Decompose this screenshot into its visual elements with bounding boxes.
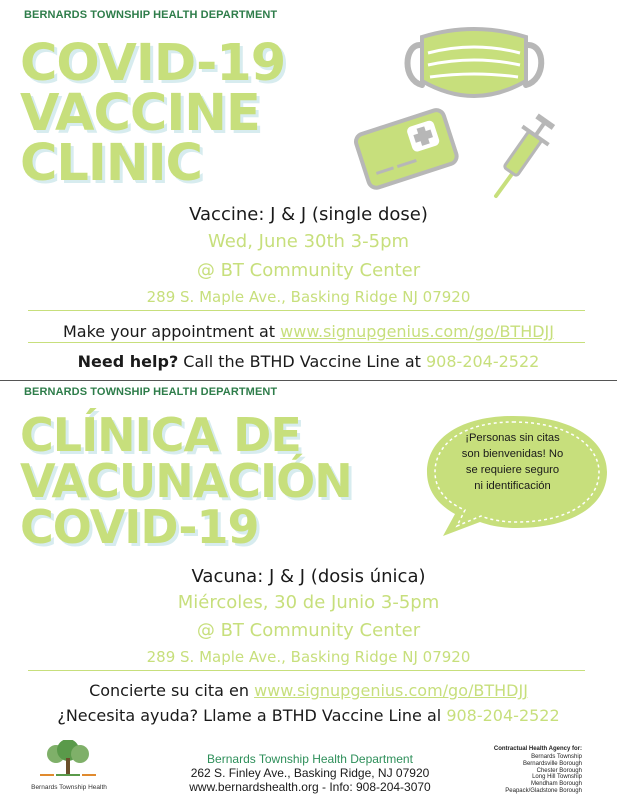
- english-date-line: Wed, June 30th 3-5pm: [207, 231, 410, 252]
- bubble-line-1: ¡Personas sin citas: [465, 432, 560, 444]
- bubble-line-4: ni identificación: [474, 480, 551, 492]
- english-appointment-link[interactable]: www.signupgenius.com/go/BTHDJJ: [280, 322, 554, 341]
- spanish-title-line-1: CLÍNICA DE: [20, 408, 301, 462]
- spanish-help-phone: 908-204-2522: [446, 706, 560, 725]
- spanish-appointment-prefix: Concierte su cita en: [89, 681, 255, 700]
- english-help-text: Call the BTHD Vaccine Line at: [178, 352, 426, 371]
- english-department-label: BERNARDS TOWNSHIP HEALTH DEPARTMENT: [24, 9, 278, 21]
- english-location-line: @ BT Community Center: [196, 260, 421, 281]
- footer-address: 262 S. Finley Ave., Basking Ridge, NJ 07920: [190, 766, 430, 780]
- agency-item: Mendham Borough: [530, 781, 582, 788]
- english-help-phone: 908-204-2522: [426, 352, 540, 371]
- footer-department-name: Bernards Township Health Department: [207, 752, 413, 766]
- agency-title: Contractual Health Agency for:: [493, 746, 582, 752]
- english-title-line-1: COVID-19: [20, 34, 286, 93]
- agency-item: Peapack/Gladstone Borough: [505, 787, 582, 794]
- english-vaccine-line: Vaccine: J & J (single dose): [189, 204, 428, 225]
- agency-item: Bernardsville Borough: [522, 760, 582, 767]
- english-help-bold: Need help?: [77, 352, 179, 371]
- bubble-line-3: se requiere seguro: [465, 464, 560, 476]
- spanish-date-line: Miércoles, 30 de Junio 3-5pm: [177, 592, 440, 613]
- speech-bubble-text: [425, 430, 600, 494]
- spanish-title-line-2: VACUNACIÓN: [20, 454, 352, 508]
- agency-item: Bernards Township: [531, 754, 582, 760]
- vaccination-card-icon: [352, 103, 460, 193]
- english-appointment-prefix: Make your appointment at: [63, 322, 281, 341]
- english-address-line: 289 S. Maple Ave., Basking Ridge NJ 07920: [146, 288, 471, 306]
- spanish-appointment-link[interactable]: www.signupgenius.com/go/BTHDJJ: [254, 681, 528, 700]
- syringe-icon: [488, 108, 560, 200]
- english-title-line-3: CLINIC: [20, 134, 202, 193]
- spanish-title-line-3: COVID-19: [20, 500, 259, 554]
- english-help-line: [0, 352, 617, 371]
- spanish-department-label: BERNARDS TOWNSHIP HEALTH DEPARTMENT: [24, 386, 278, 398]
- agency-item: Long Hill Township: [532, 774, 582, 781]
- english-separator-1: [28, 310, 585, 311]
- spanish-separator-1: [28, 670, 585, 671]
- section-divider: [0, 380, 617, 381]
- footer-contact: www.bernardshealth.org - Info: 908-204-3070: [189, 780, 431, 794]
- spanish-help-line: [0, 706, 617, 725]
- tree-logo-icon: [36, 740, 100, 784]
- spanish-help-text: ¿Necesita ayuda? Llame a BTHD Vaccine Line al: [57, 706, 447, 725]
- spanish-appointment-line: [0, 681, 617, 700]
- english-appointment-line: [0, 322, 617, 341]
- agency-list: [486, 754, 582, 795]
- spanish-location-line: @ BT Community Center: [196, 620, 421, 641]
- bubble-line-2: son bienvenidas! No: [461, 448, 564, 460]
- english-separator-2: [28, 342, 585, 343]
- agency-item: Chester Borough: [536, 767, 582, 774]
- face-mask-icon: [400, 25, 548, 107]
- speech-bubble: [425, 410, 615, 540]
- spanish-vaccine-line: Vacuna: J & J (dosis única): [191, 566, 426, 587]
- english-title-line-2: VACCINE: [20, 84, 260, 143]
- spanish-address-line: 289 S. Maple Ave., Basking Ridge NJ 07920: [146, 648, 471, 666]
- logo-text: Bernards Township Health: [31, 784, 107, 791]
